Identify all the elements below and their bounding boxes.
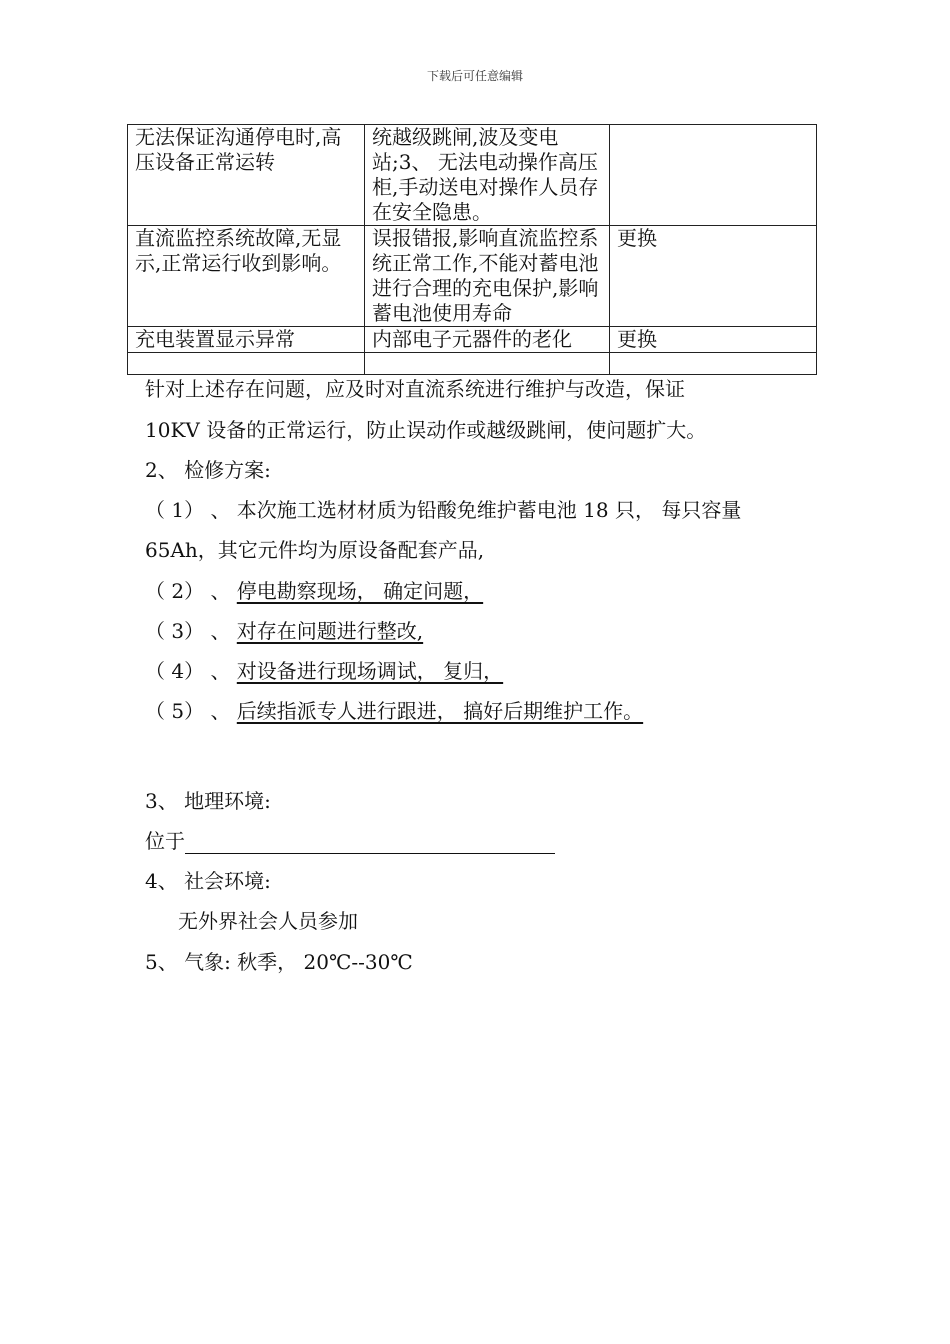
table-cell-action <box>610 353 817 375</box>
table-cell-problem: 充电装置显示异常 <box>128 327 365 353</box>
table-cell-problem: 无法保证沟通停电时,高压设备正常运转 <box>128 125 365 226</box>
table-row <box>128 226 817 327</box>
list-item-text: 对设备进行现场调试， 复归， <box>236 659 504 683</box>
table-cell-impact: 误报错报,影响直流监控系统正常工作,不能对蓄电池进行合理的充电保护,影响蓄电池使用寿命 <box>365 226 610 327</box>
location-label: 位于 <box>145 829 185 853</box>
list-item <box>145 698 643 724</box>
table-cell-impact <box>365 353 610 375</box>
section-title: 2、 检修方案: <box>145 458 271 482</box>
page-header: 下载后可任意编辑 <box>426 69 523 83</box>
table-row <box>128 125 817 226</box>
table-cell-action <box>610 125 817 226</box>
list-item-number: （ 3） 、 <box>145 619 237 643</box>
section-title: 3、 地理环境: <box>145 789 271 813</box>
list-item-number: （ 4） 、 <box>145 659 237 683</box>
location-line <box>145 828 555 854</box>
table-cell-problem <box>128 353 365 375</box>
list-item-number: （ 2） 、 <box>145 579 237 603</box>
paragraph-line: 10KV 设备的正常运行，防止误动作或越级跳闸，使问题扩大。 <box>145 418 707 442</box>
paragraph-line: 针对上述存在问题，应及时对直流系统进行维护与改造，保证 <box>145 377 685 401</box>
table-cell-impact: 内部电子元器件的老化 <box>365 327 610 353</box>
section-title: 4、 社会环境: <box>145 869 271 893</box>
location-blank-field <box>185 831 555 854</box>
paragraph-line: 无外界社会人员参加 <box>178 909 358 933</box>
table-row <box>128 327 817 353</box>
table-row <box>128 353 817 375</box>
section-title: 5、 气象: 秋季， 20℃--30℃ <box>145 950 413 974</box>
table-cell-action: 更换 <box>610 327 817 353</box>
list-item-text: 对存在问题进行整改, <box>236 619 424 643</box>
list-item <box>145 618 423 644</box>
list-item <box>145 578 483 604</box>
list-item-text: 后续指派专人进行跟进， 搞好后期维护工作。 <box>236 699 644 723</box>
table-cell-impact: 统越级跳闸,波及变电站;3、 无法电动操作高压柜,手动送电对操作人员存在安全隐患。 <box>365 125 610 226</box>
list-item: （ 1） 、 本次施工选材材质为铅酸免维护蓄电池 18 只， 每只容量 <box>145 498 742 522</box>
issues-table <box>127 124 817 375</box>
list-item-text: 停电勘察现场， 确定问题， <box>236 579 484 603</box>
table-cell-action: 更换 <box>610 226 817 327</box>
table-cell-problem: 直流监控系统故障,无显示,正常运行收到影响。 <box>128 226 365 327</box>
list-item <box>145 658 503 684</box>
list-item: 65Ah，其它元件均为原设备配套产品, <box>145 538 485 562</box>
list-item-number: （ 5） 、 <box>145 699 237 723</box>
